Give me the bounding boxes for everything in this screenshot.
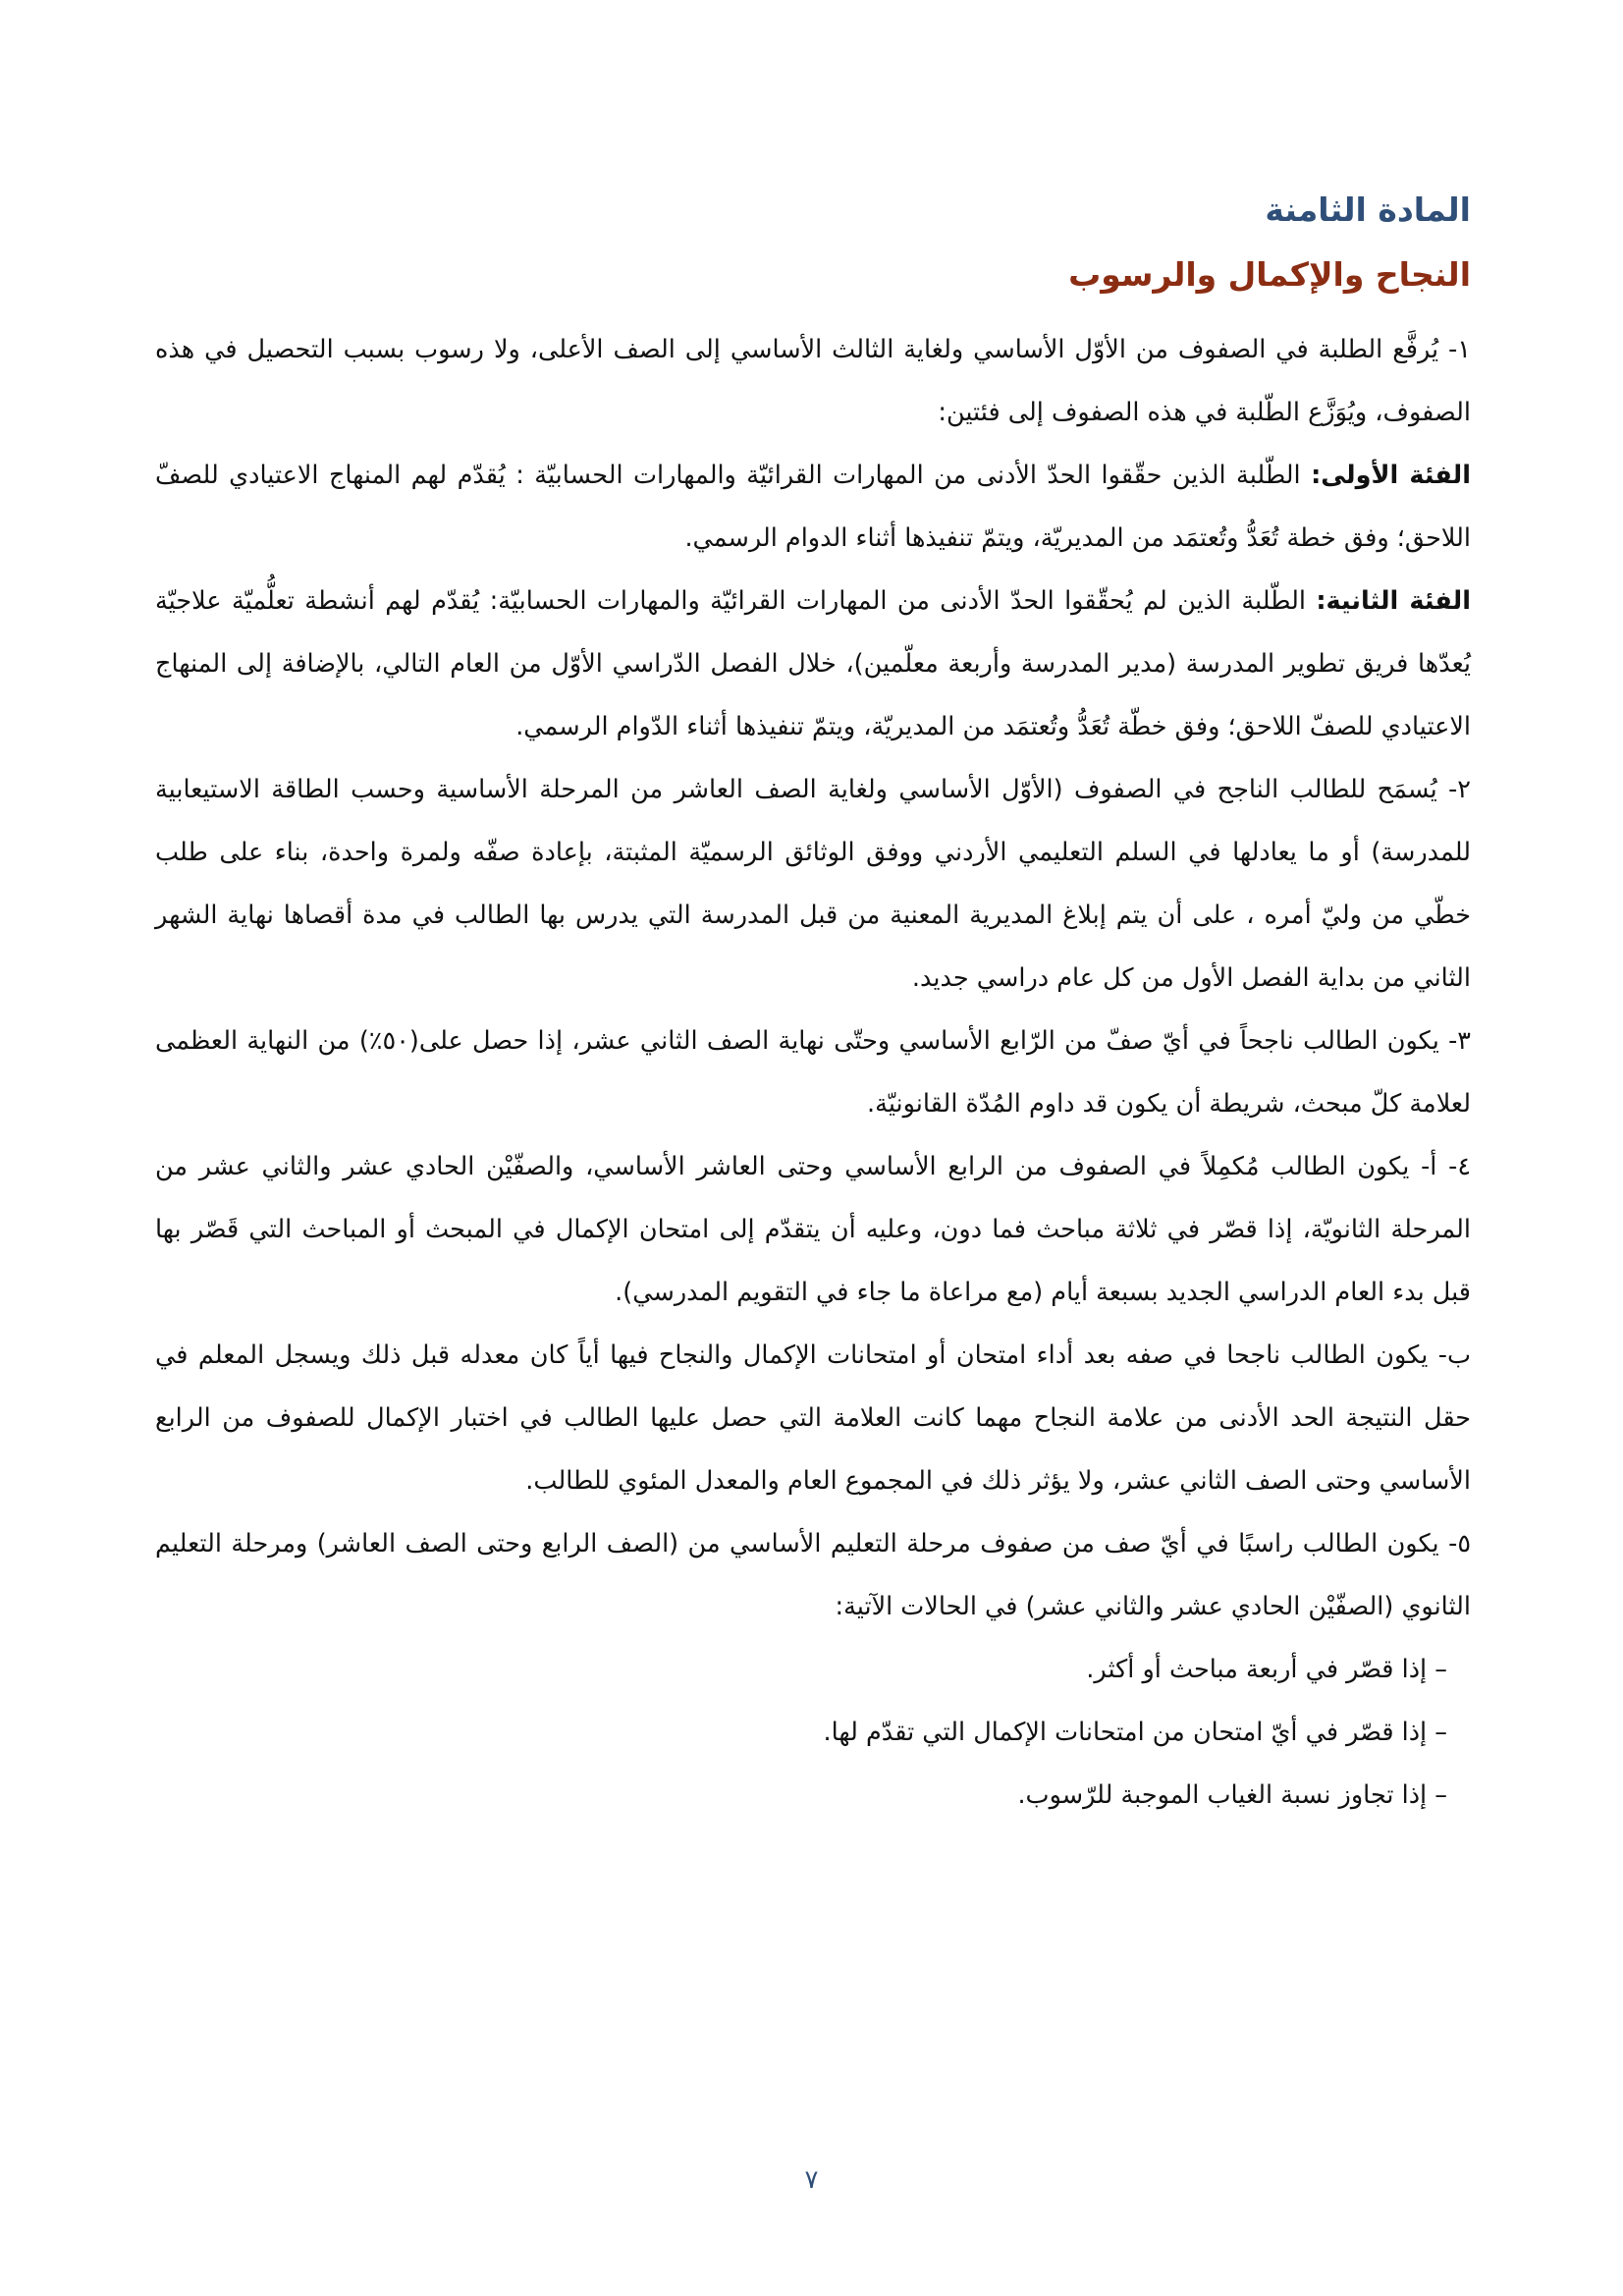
clause-4b <box>155 1324 1471 1512</box>
section-title: النجاح والإكمال والرسوب <box>1068 255 1471 294</box>
clause-text: يكون الطالب مُكمِلاً في الصفوف من الرابع الأساسي وحتى العاشر الأساسي، والصفّيْن الحادي عشر والثاني عشر من المرحلة الثانويّة، إذا قصّر في ثلاثة مباحث فما دون، وعليه أن يتقدّم إلى امتحان الإكمال في المبحث أو المباحث التي قَصّر بها قبل بدء العام الدراسي الجديد بسبعة أيام (مع مراعاة ما جاء في التقويم المدرسي). <box>155 1152 1471 1307</box>
category-text: الطّلبة الذين لم يُحقّقوا الحدّ الأدنى من المهارات القرائيّة والمهارات الحسابيّة: يُقدّم لهم أنشطة تعلُّميّة علاجيّة يُعدّها فريق تطوير المدرسة (مدير المدرسة وأربعة معلّمين)، خلال الفصل الدّراسي الأوّل من العام التالي، بالإضافة إلى المنهاج الاعتيادي للصفّ اللاحق؛ وفق خطّة تُعَدُّ وتُعتمَد من المديريّة، ويتمّ تنفيذها أثناء الدّوام الرسمي. <box>155 586 1471 741</box>
article-title: المادة الثامنة <box>1265 191 1471 229</box>
category-label: الفئة الأولى: <box>1311 461 1471 490</box>
clause-1-category-2 <box>155 570 1471 758</box>
clause-number: ١- <box>1448 335 1471 364</box>
list-item: – إذا قصّر في أيّ امتحان من امتحانات الإكمال التي تقدّم لها. <box>823 1718 1447 1747</box>
page-number: ٧ <box>804 2165 819 2195</box>
category-text: الطّلبة الذين حقّقوا الحدّ الأدنى من المهارات القرائيّة والمهارات الحسابيّة : يُقدّم لهم المنهاج الاعتيادي للصفّ اللاحق؛ وفق خطة تُعَدُّ وتُعتمَد من المديريّة، ويتمّ تنفيذها أثناء الدوام الرسمي. <box>155 461 1471 553</box>
clause-number: ٤- <box>1448 1152 1472 1181</box>
category-label: الفئة الثانية: <box>1316 586 1471 616</box>
clause-number: ٢- <box>1448 775 1471 804</box>
document-body <box>155 185 1471 1827</box>
clause-4a <box>155 1135 1471 1324</box>
failure-conditions-list <box>155 1638 1471 1827</box>
clause-text: يكون الطالب ناجحاً في أيّ صفّ من الرّابع الأساسي وحتّى نهاية الصف الثاني عشر، إذا حصل على(٥٠٪) من النهاية العظمى لعلامة كلّ مبحث، شريطة أن يكون قد داوم المُدّة القانونيّة. <box>155 1026 1471 1119</box>
clause-text: يُسمَح للطالب الناجح في الصفوف (الأوّل الأساسي ولغاية الصف العاشر من المرحلة الأساسية وحسب الطاقة الاستيعابية للمدرسة) أو ما يعادلها في السلم التعليمي الأردني ووفق الوثائق الرسميّة المثبتة، بإعادة صفّه ولمرة واحدة، بناء على طلب خطّي من وليّ أمره ، على أن يتم إبلاغ المديرية المعنية من قبل المدرسة التي يدرس بها الطالب في مدة أقصاها نهاية الشهر الثاني من بداية الفصل الأول من كل عام دراسي جديد. <box>155 775 1471 993</box>
list-item: – إذا قصّر في أربعة مباحث أو أكثر. <box>1086 1655 1447 1684</box>
list-item: – إذا تجاوز نسبة الغياب الموجبة للرّسوب. <box>1017 1780 1447 1810</box>
clause-number: ٣- <box>1448 1026 1471 1056</box>
sub-clause-label: أ- <box>1421 1152 1437 1181</box>
clause-1-category-1 <box>155 444 1471 570</box>
clause-5 <box>155 1512 1471 1638</box>
clause-text: يُرفَّع الطلبة في الصفوف من الأوّل الأساسي ولغاية الثالث الأساسي إلى الصف الأعلى، ولا رسوب بسبب التحصيل في هذه الصفوف، ويُوَزَّع الطّلبة في هذه الصفوف إلى فئتين: <box>155 335 1471 427</box>
clause-1 <box>155 318 1471 444</box>
sub-clause-label: ب- <box>1437 1340 1471 1370</box>
clause-2 <box>155 758 1471 1010</box>
clause-3 <box>155 1010 1471 1135</box>
clause-text: يكون الطالب ناجحا في صفه بعد أداء امتحان أو امتحانات الإكمال والنجاح فيها أياً كان معدله قبل ذلك ويسجل المعلم في حقل النتيجة الحد الأدنى من علامة النجاح مهما كانت العلامة التي حصل عليها الطالب في اختبار الإكمال للصفوف من الرابع الأساسي وحتى الصف الثاني عشر، ولا يؤثر ذلك في المجموع العام والمعدل المئوي للطالب. <box>155 1340 1471 1496</box>
clause-number: ٥- <box>1448 1529 1472 1558</box>
clause-text: يكون الطالب راسبًا في أيّ صف من صفوف مرحلة التعليم الأساسي من (الصف الرابع وحتى الصف العاشر) ومرحلة التعليم الثانوي (الصفّيْن الحادي عشر والثاني عشر) في الحالات الآتية: <box>155 1529 1471 1621</box>
